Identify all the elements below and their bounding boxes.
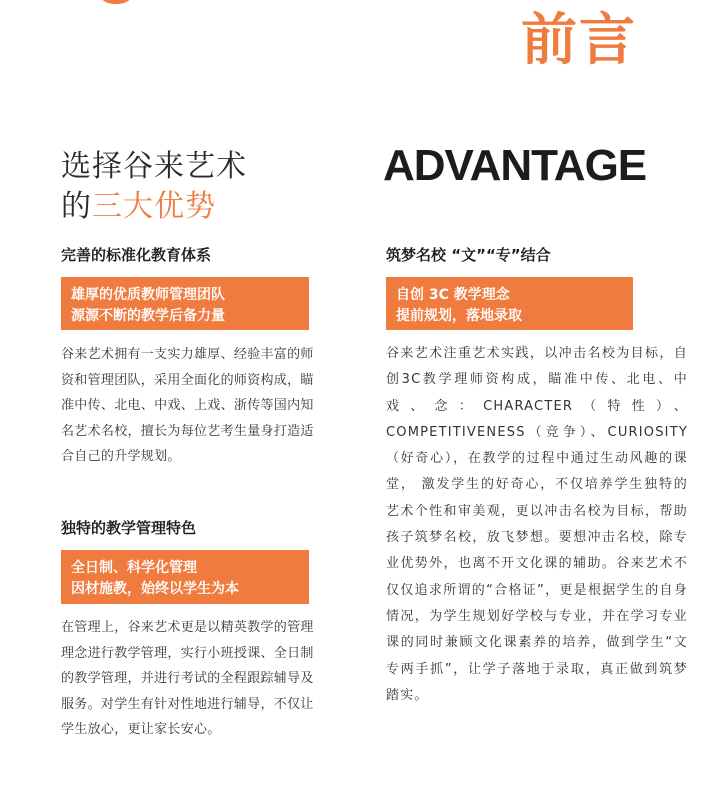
intro-line-2-accent: 三大优势	[92, 189, 216, 224]
intro-line-1: 选择谷来艺术	[61, 149, 247, 184]
section-2-title: 独特的教学管理特色	[61, 519, 197, 537]
section-2-body: 在管理上，谷来艺术更是以精英教学的管理理念进行教学管理，实行小班授课、全日制的教学管理，并进行考试的全程跟踪辅导及服务。对学生有针对性地进行辅导，不仅让学生放心，更让家长安心。	[61, 620, 314, 738]
section-1-box-line-2: 源源不断的教学后备力量	[71, 308, 225, 324]
intro-heading	[61, 147, 247, 227]
section-3-body: 谷来艺术注重艺术实践，以冲击名校为目标，自创3C教学理师资构成，瞄准中传、北电、中戏、念：CHARACTER（特性）、COMPETITIVENESS（竞争）、CURIOSITY（好奇心），在教学的过程中通过生动风趣的课堂， 激发学生的好奇心，不仅培养学生独特的艺术个性和审美观，更以冲击名校为目标，帮助孩子筑梦名校，放飞梦想。要想冲击名校，除专业优势外，也离不开文化课的辅助。谷来艺术不仅仅追求所谓的“合格证”，更是根据学生的自身情况，为学生规划好学校与专业，并在学习专业课的同时兼顾文化课素养的培养，做到学生“文专两手抓”，让学子落地于录取，真正做到筑梦踏实。	[386, 346, 688, 703]
section-2-box-line-1: 全日制、科学化管理	[71, 560, 197, 576]
section-2-highlight-box	[61, 550, 309, 604]
section-1-box-line-1: 雄厚的优质教师管理团队	[71, 287, 225, 303]
advantage-title: ADVANTAGE	[383, 141, 647, 190]
section-3-highlight-box	[386, 277, 633, 330]
section-3-title: 筑梦名校 “文”“专”结合	[386, 246, 551, 264]
intro-line-2-prefix: 的	[61, 189, 92, 224]
section-1-highlight-box	[61, 277, 309, 330]
intro-line-2	[61, 187, 247, 227]
section-2-box-line-2: 因材施教，始终以学生为本	[71, 581, 239, 597]
decorative-orange-shape	[96, 0, 136, 4]
section-1-title: 完善的标准化教育体系	[61, 246, 212, 264]
section-3-box-line-2: 提前规划，落地录取	[396, 308, 522, 324]
section-3-box-line-1: 自创 3C 教学理念	[396, 287, 510, 303]
preface-title: 前言	[521, 8, 637, 73]
section-1-body: 谷来艺术拥有一支实力雄厚、经验丰富的师资和管理团队，采用全面化的师资构成，瞄准中传、北电、中戏、上戏、浙传等国内知名艺术名校，擅长为每位艺考生量身打造适合自己的升学规划。	[61, 347, 314, 465]
